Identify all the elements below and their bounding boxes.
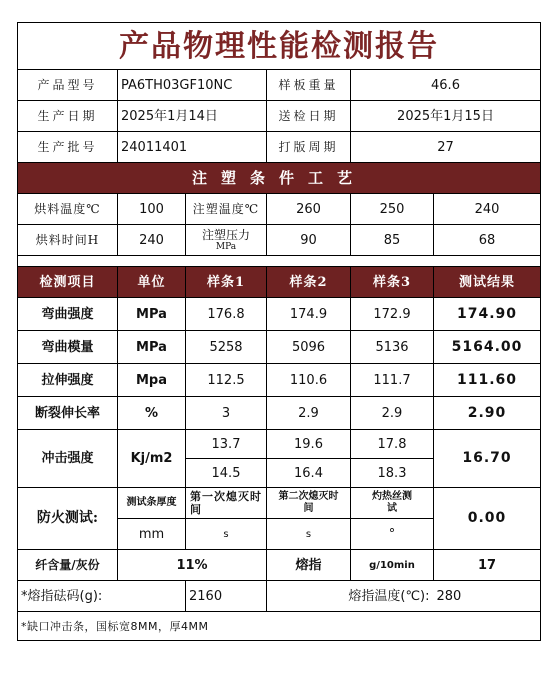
weight-value: 46.6 (351, 70, 541, 101)
bake-temp-value: 100 (118, 194, 186, 225)
fire-col-thickness: 测试条厚度 (118, 488, 186, 519)
fire-unit-mm: mm (118, 519, 186, 550)
test-date-value: 2025年1月15日 (351, 101, 541, 132)
fire-col-glow: 灼热丝测试 (351, 488, 434, 519)
batch-value: 24011401 (118, 132, 267, 163)
row-tensile-s3: 111.7 (351, 364, 434, 397)
mold-temp-2: 250 (351, 194, 434, 225)
row-flex-strength-result: 174.90 (434, 298, 541, 331)
row-elongation-s2: 2.9 (267, 397, 351, 430)
melt-label: 熔指 (267, 550, 351, 581)
impact-r2-s3: 18.3 (351, 459, 434, 488)
row-flex-modulus-s2: 5096 (267, 331, 351, 364)
header-sample1: 样条1 (186, 267, 267, 298)
row-elongation-result: 2.90 (434, 397, 541, 430)
impact-r2-s2: 16.4 (267, 459, 351, 488)
bake-time-value: 240 (118, 225, 186, 256)
row-flex-modulus-s3: 5136 (351, 331, 434, 364)
impact-r1-s3: 17.8 (351, 430, 434, 459)
melt-value: 17 (434, 550, 541, 581)
fire-test-item: 防火测试: (18, 488, 118, 550)
fire-unit-degree: ° (351, 519, 434, 550)
model-value: PA6TH03GF10NC (118, 70, 267, 101)
row-impact-item: 冲击强度 (18, 430, 118, 488)
header-unit: 单位 (118, 267, 186, 298)
header-result: 测试结果 (434, 267, 541, 298)
batch-label: 生产批号 (18, 132, 118, 163)
footnote: *缺口冲击条，国标宽8MM，厚4MM (18, 612, 541, 641)
weight-label: 样板重量 (267, 70, 351, 101)
row-flex-strength-unit: MPa (118, 298, 186, 331)
cycle-value: 27 (351, 132, 541, 163)
row-impact-unit: Kj/m2 (118, 430, 186, 488)
row-flex-modulus-result: 5164.00 (434, 331, 541, 364)
pressure-2: 85 (351, 225, 434, 256)
fire-result: 0.00 (434, 488, 541, 550)
pressure-label-cell (186, 225, 267, 256)
row-tensile-unit: Mpa (118, 364, 186, 397)
row-flex-modulus-item: 弯曲模量 (18, 331, 118, 364)
row-flex-strength-s2: 174.9 (267, 298, 351, 331)
row-impact-result: 16.70 (434, 430, 541, 488)
fiber-value: 11% (118, 550, 267, 581)
row-elongation-unit: % (118, 397, 186, 430)
fiber-label: 纤含量/灰份 (18, 550, 118, 581)
prod-date-value: 2025年1月14日 (118, 101, 267, 132)
pressure-label: 注塑压力 (201, 227, 250, 242)
melt-temp-label: 熔指温度(℃): (267, 581, 434, 612)
row-flex-strength-item: 弯曲强度 (18, 298, 118, 331)
header-sample2: 样条2 (267, 267, 351, 298)
report-sheet (17, 22, 540, 641)
row-tensile-s2: 110.6 (267, 364, 351, 397)
row-flex-strength-s3: 172.9 (351, 298, 434, 331)
melt-weight-label: *熔指砝码(g): (18, 581, 186, 612)
cycle-label: 打版周期 (267, 132, 351, 163)
pressure-1: 90 (267, 225, 351, 256)
impact-r2-s1: 14.5 (186, 459, 267, 488)
impact-r1-s2: 19.6 (267, 430, 351, 459)
fire-col-second: 第二次熄灭时间 (267, 488, 351, 519)
model-label: 产品型号 (18, 70, 118, 101)
mold-temp-3: 240 (434, 194, 541, 225)
row-elongation-s1: 3 (186, 397, 267, 430)
test-date-label: 送检日期 (267, 101, 351, 132)
row-tensile-result: 111.60 (434, 364, 541, 397)
report-table (17, 22, 541, 641)
melt-temp-value: 280 (434, 581, 541, 612)
row-flex-modulus-s1: 5258 (186, 331, 267, 364)
row-tensile-s1: 112.5 (186, 364, 267, 397)
bake-time-label: 烘料时间H (18, 225, 118, 256)
mold-temp-label: 注塑温度℃ (186, 194, 267, 225)
row-tensile-item: 拉伸强度 (18, 364, 118, 397)
pressure-unit: MPa (215, 241, 237, 252)
spacer-row (18, 256, 541, 267)
fire-unit-s1: s (186, 519, 267, 550)
melt-unit: g/10min (351, 550, 434, 581)
mold-temp-1: 260 (267, 194, 351, 225)
row-flex-strength-s1: 176.8 (186, 298, 267, 331)
fire-unit-s2: s (267, 519, 351, 550)
header-item: 检测项目 (18, 267, 118, 298)
bake-temp-label: 烘料温度℃ (18, 194, 118, 225)
row-elongation-item: 断裂伸长率 (18, 397, 118, 430)
pressure-3: 68 (434, 225, 541, 256)
prod-date-label: 生产日期 (18, 101, 118, 132)
header-sample3: 样条3 (351, 267, 434, 298)
row-flex-modulus-unit: MPa (118, 331, 186, 364)
melt-weight-value: 2160 (186, 581, 267, 612)
process-section-title: 注塑条件工艺 (18, 163, 541, 194)
report-title: 产品物理性能检测报告 (18, 23, 541, 70)
row-elongation-s3: 2.9 (351, 397, 434, 430)
impact-r1-s1: 13.7 (186, 430, 267, 459)
fire-col-first: 第一次熄灭时间 (186, 488, 267, 519)
